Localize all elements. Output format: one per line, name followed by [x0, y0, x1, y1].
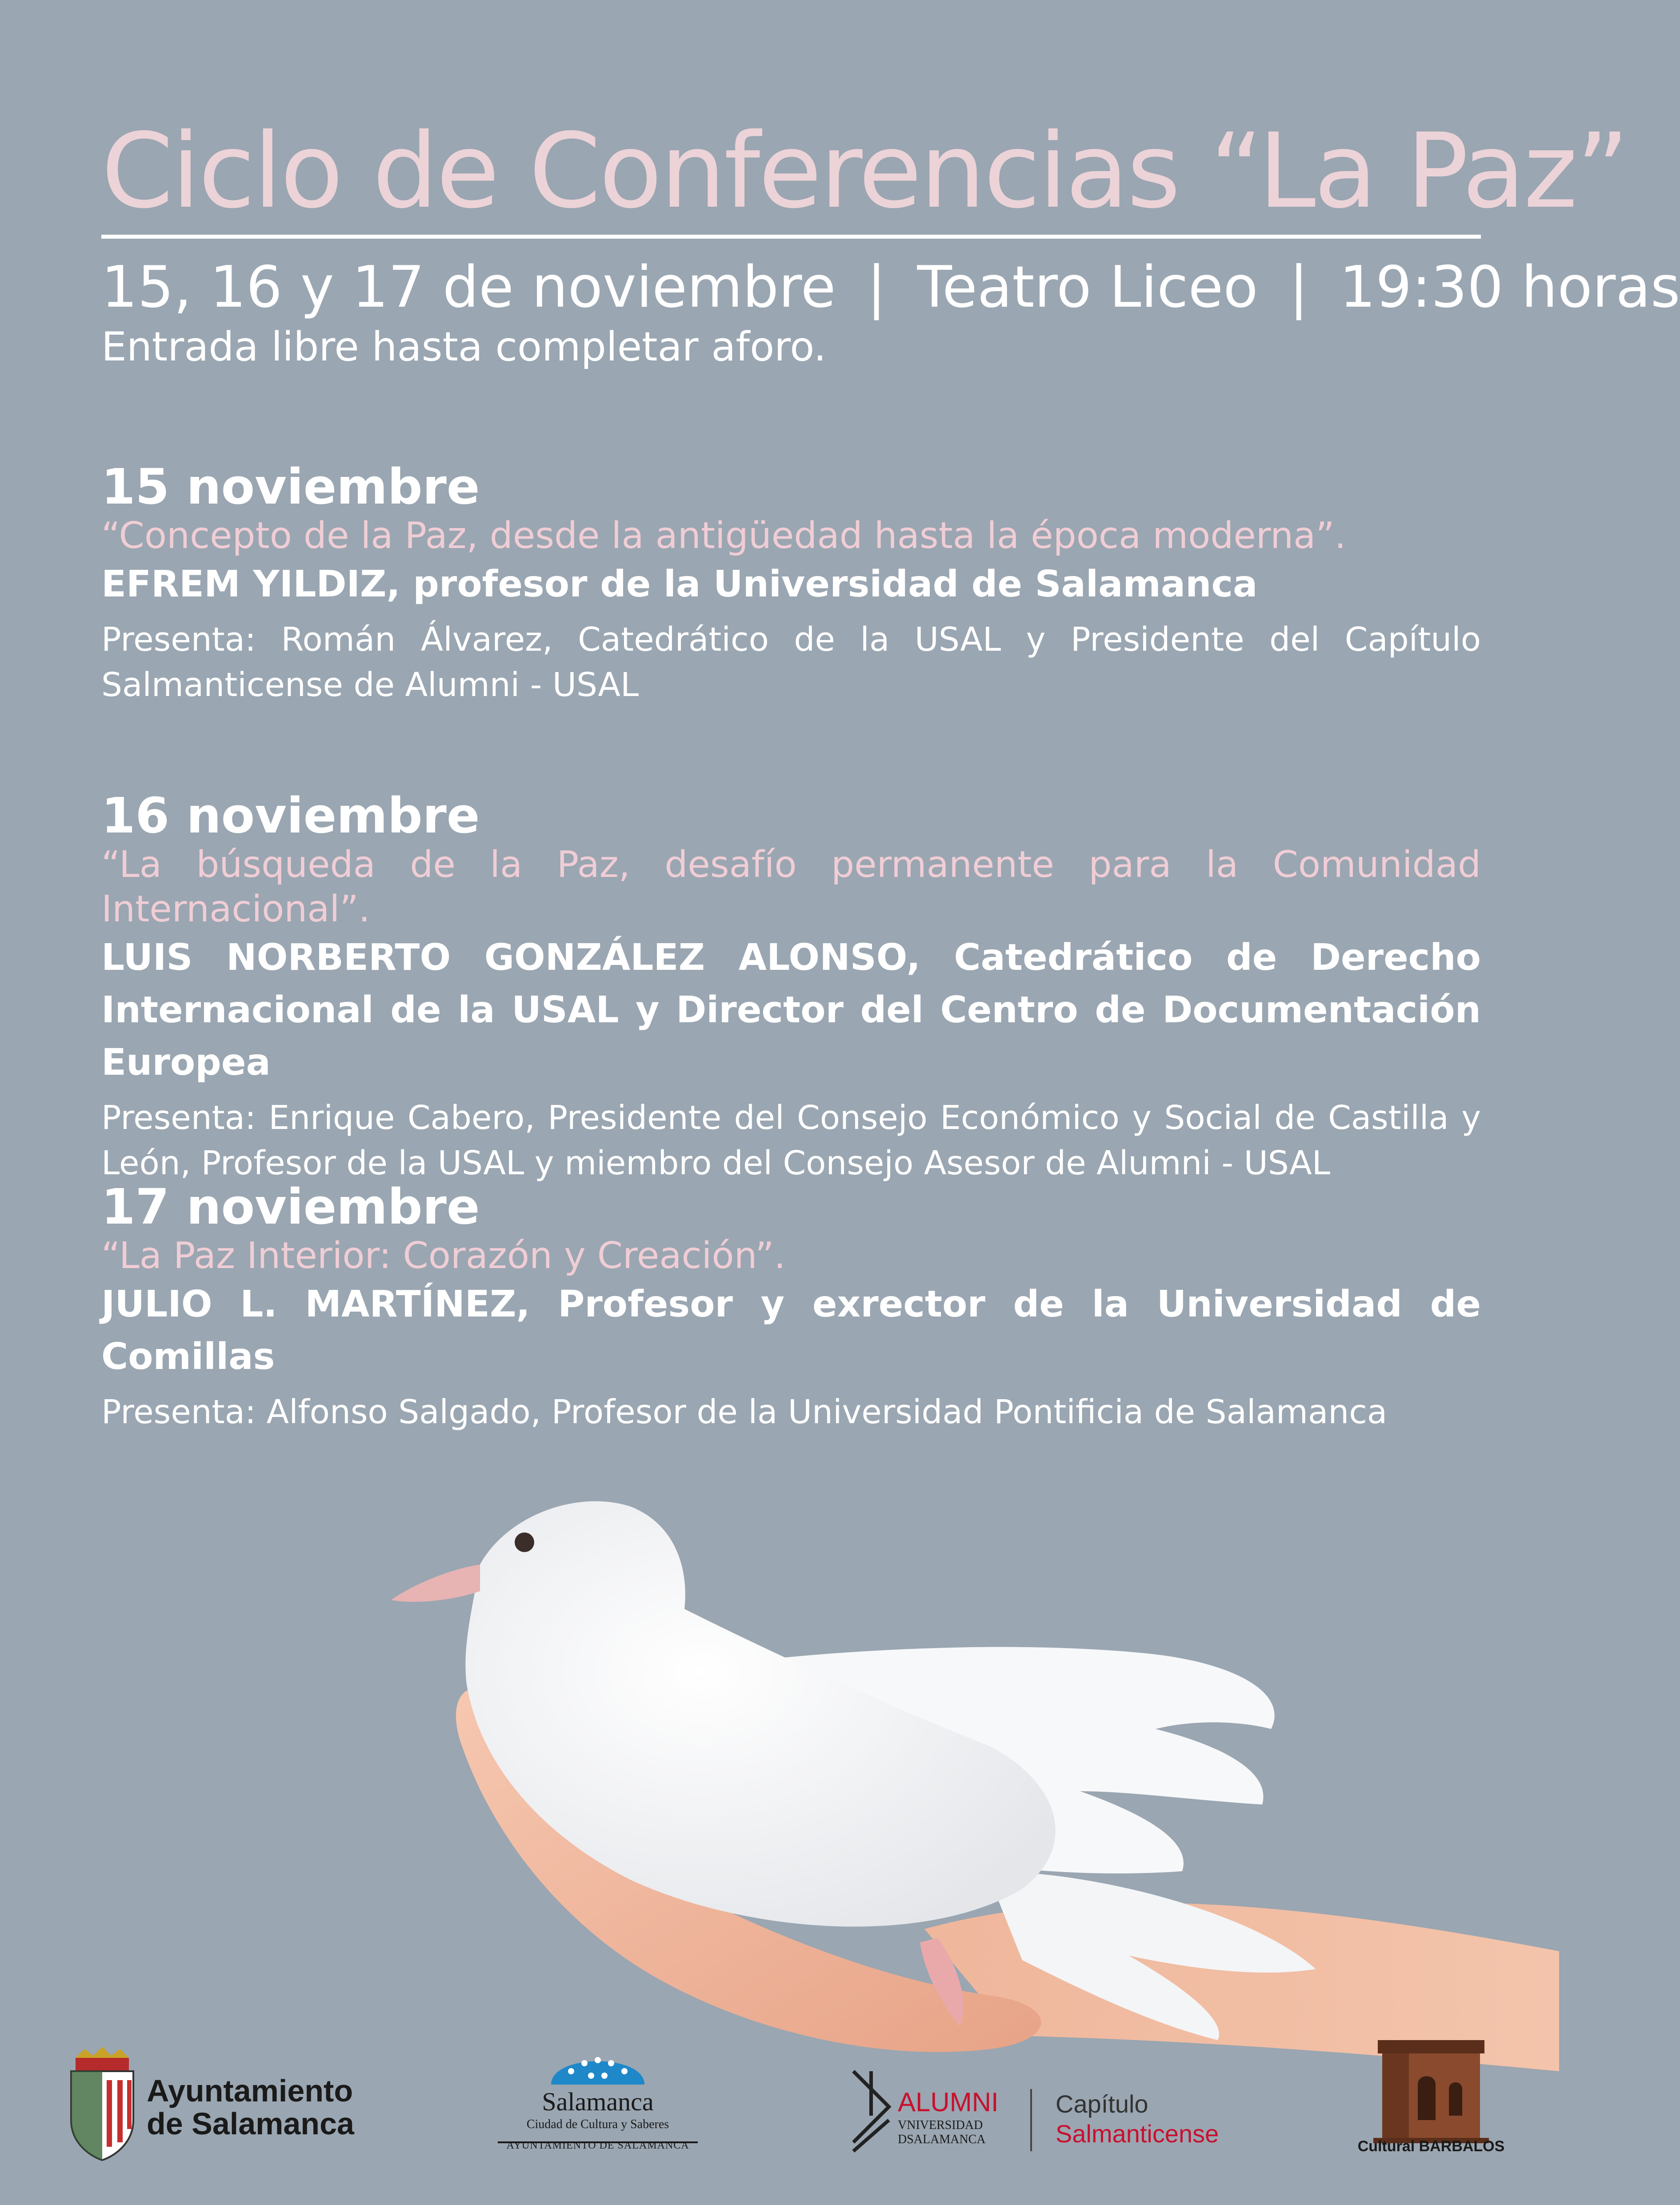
title-divider — [101, 235, 1481, 239]
poster-title: Ciclo de Conferencias “La Paz” — [101, 111, 1628, 231]
alumni-univ-line1: VNIVERSIDAD — [898, 2118, 983, 2132]
session-date: 17 noviembre — [101, 1178, 480, 1235]
ayuntamiento-text — [147, 2075, 354, 2140]
session-date: 15 noviembre — [101, 458, 480, 515]
chapter-text — [1056, 2089, 1219, 2149]
event-venue: Teatro Liceo — [917, 254, 1258, 320]
session-presenter: Presenta: Alfonso Salgado, Profesor de la Universidad Pontificia de Salamanca — [101, 1393, 1388, 1432]
session-block — [101, 460, 1481, 708]
coat-of-arms-icon — [71, 2047, 133, 2160]
alumni-mark-icon — [853, 2071, 889, 2151]
chapter-line2: Salmanticense — [1056, 2120, 1219, 2148]
session-talk-title: “La Paz Interior: Corazón y Creación”. — [101, 1235, 786, 1277]
event-time: 19:30 horas — [1339, 254, 1680, 320]
entry-note: Entrada libre hasta completar aforo. — [101, 324, 827, 370]
session-talk-title: “La búsqueda de la Paz, desafío permanente para la Comunidad Internacional”. — [101, 844, 1481, 931]
dome-icon — [551, 2061, 644, 2085]
session-presenter: Presenta: Enrique Cabero, Presidente del Consejo Económico y Social de Castilla y León, Profesor de la USAL y miembro del Consejo Asesor de Alumni - USAL — [101, 1099, 1481, 1183]
barbalos-label: Cultural BARBALOS — [1357, 2138, 1505, 2155]
dove-hand-illustration — [347, 1480, 1559, 2125]
dove-beak — [391, 1565, 480, 1602]
alumni-text — [898, 2089, 999, 2147]
session-talk-title: “Concepto de la Paz, desde la antigüedad hasta la época moderna”. — [101, 515, 1346, 557]
separator: | — [867, 254, 886, 320]
chapter-line1: Capítulo — [1056, 2090, 1148, 2118]
session-date: 16 noviembre — [101, 787, 480, 844]
salamanca-name: Salamanca — [542, 2087, 654, 2116]
alumni-brand: ALUMNI — [898, 2087, 999, 2117]
salamanca-footer: AYUNTAMIENTO DE SALAMANCA — [506, 2140, 689, 2151]
alumni-univ-line2: DSALAMANCA — [898, 2133, 986, 2146]
dove-eye — [515, 1533, 534, 1552]
session-speaker: JULIO L. MARTÍNEZ, Profesor y exrector de la Universidad de Comillas — [101, 1283, 1481, 1378]
session-block — [101, 1180, 1481, 1435]
salamanca-text — [493, 2089, 702, 2152]
session-block — [101, 789, 1481, 1186]
session-speaker: EFREM YILDIZ, profesor de la Universidad de Salamanca — [101, 563, 1258, 606]
separator: | — [1289, 254, 1308, 320]
session-presenter: Presenta: Román Álvarez, Catedrático de la USAL y Presidente del Capítulo Salmanticense de Alumni - USAL — [101, 620, 1481, 704]
event-info-line — [101, 254, 1680, 320]
ayuntamiento-line1: Ayuntamiento — [147, 2073, 353, 2108]
event-dates: 15, 16 y 17 de noviembre — [101, 254, 836, 320]
salamanca-tagline: Ciudad de Cultura y Saberes — [526, 2117, 669, 2131]
ayuntamiento-line2: de Salamanca — [147, 2106, 354, 2141]
tower-icon — [1373, 2040, 1489, 2143]
session-speaker: LUIS NORBERTO GONZÁLEZ ALONSO, Catedrático de Derecho Internacional de la USAL y Director del Centro de Documentación Europea — [101, 936, 1481, 1084]
